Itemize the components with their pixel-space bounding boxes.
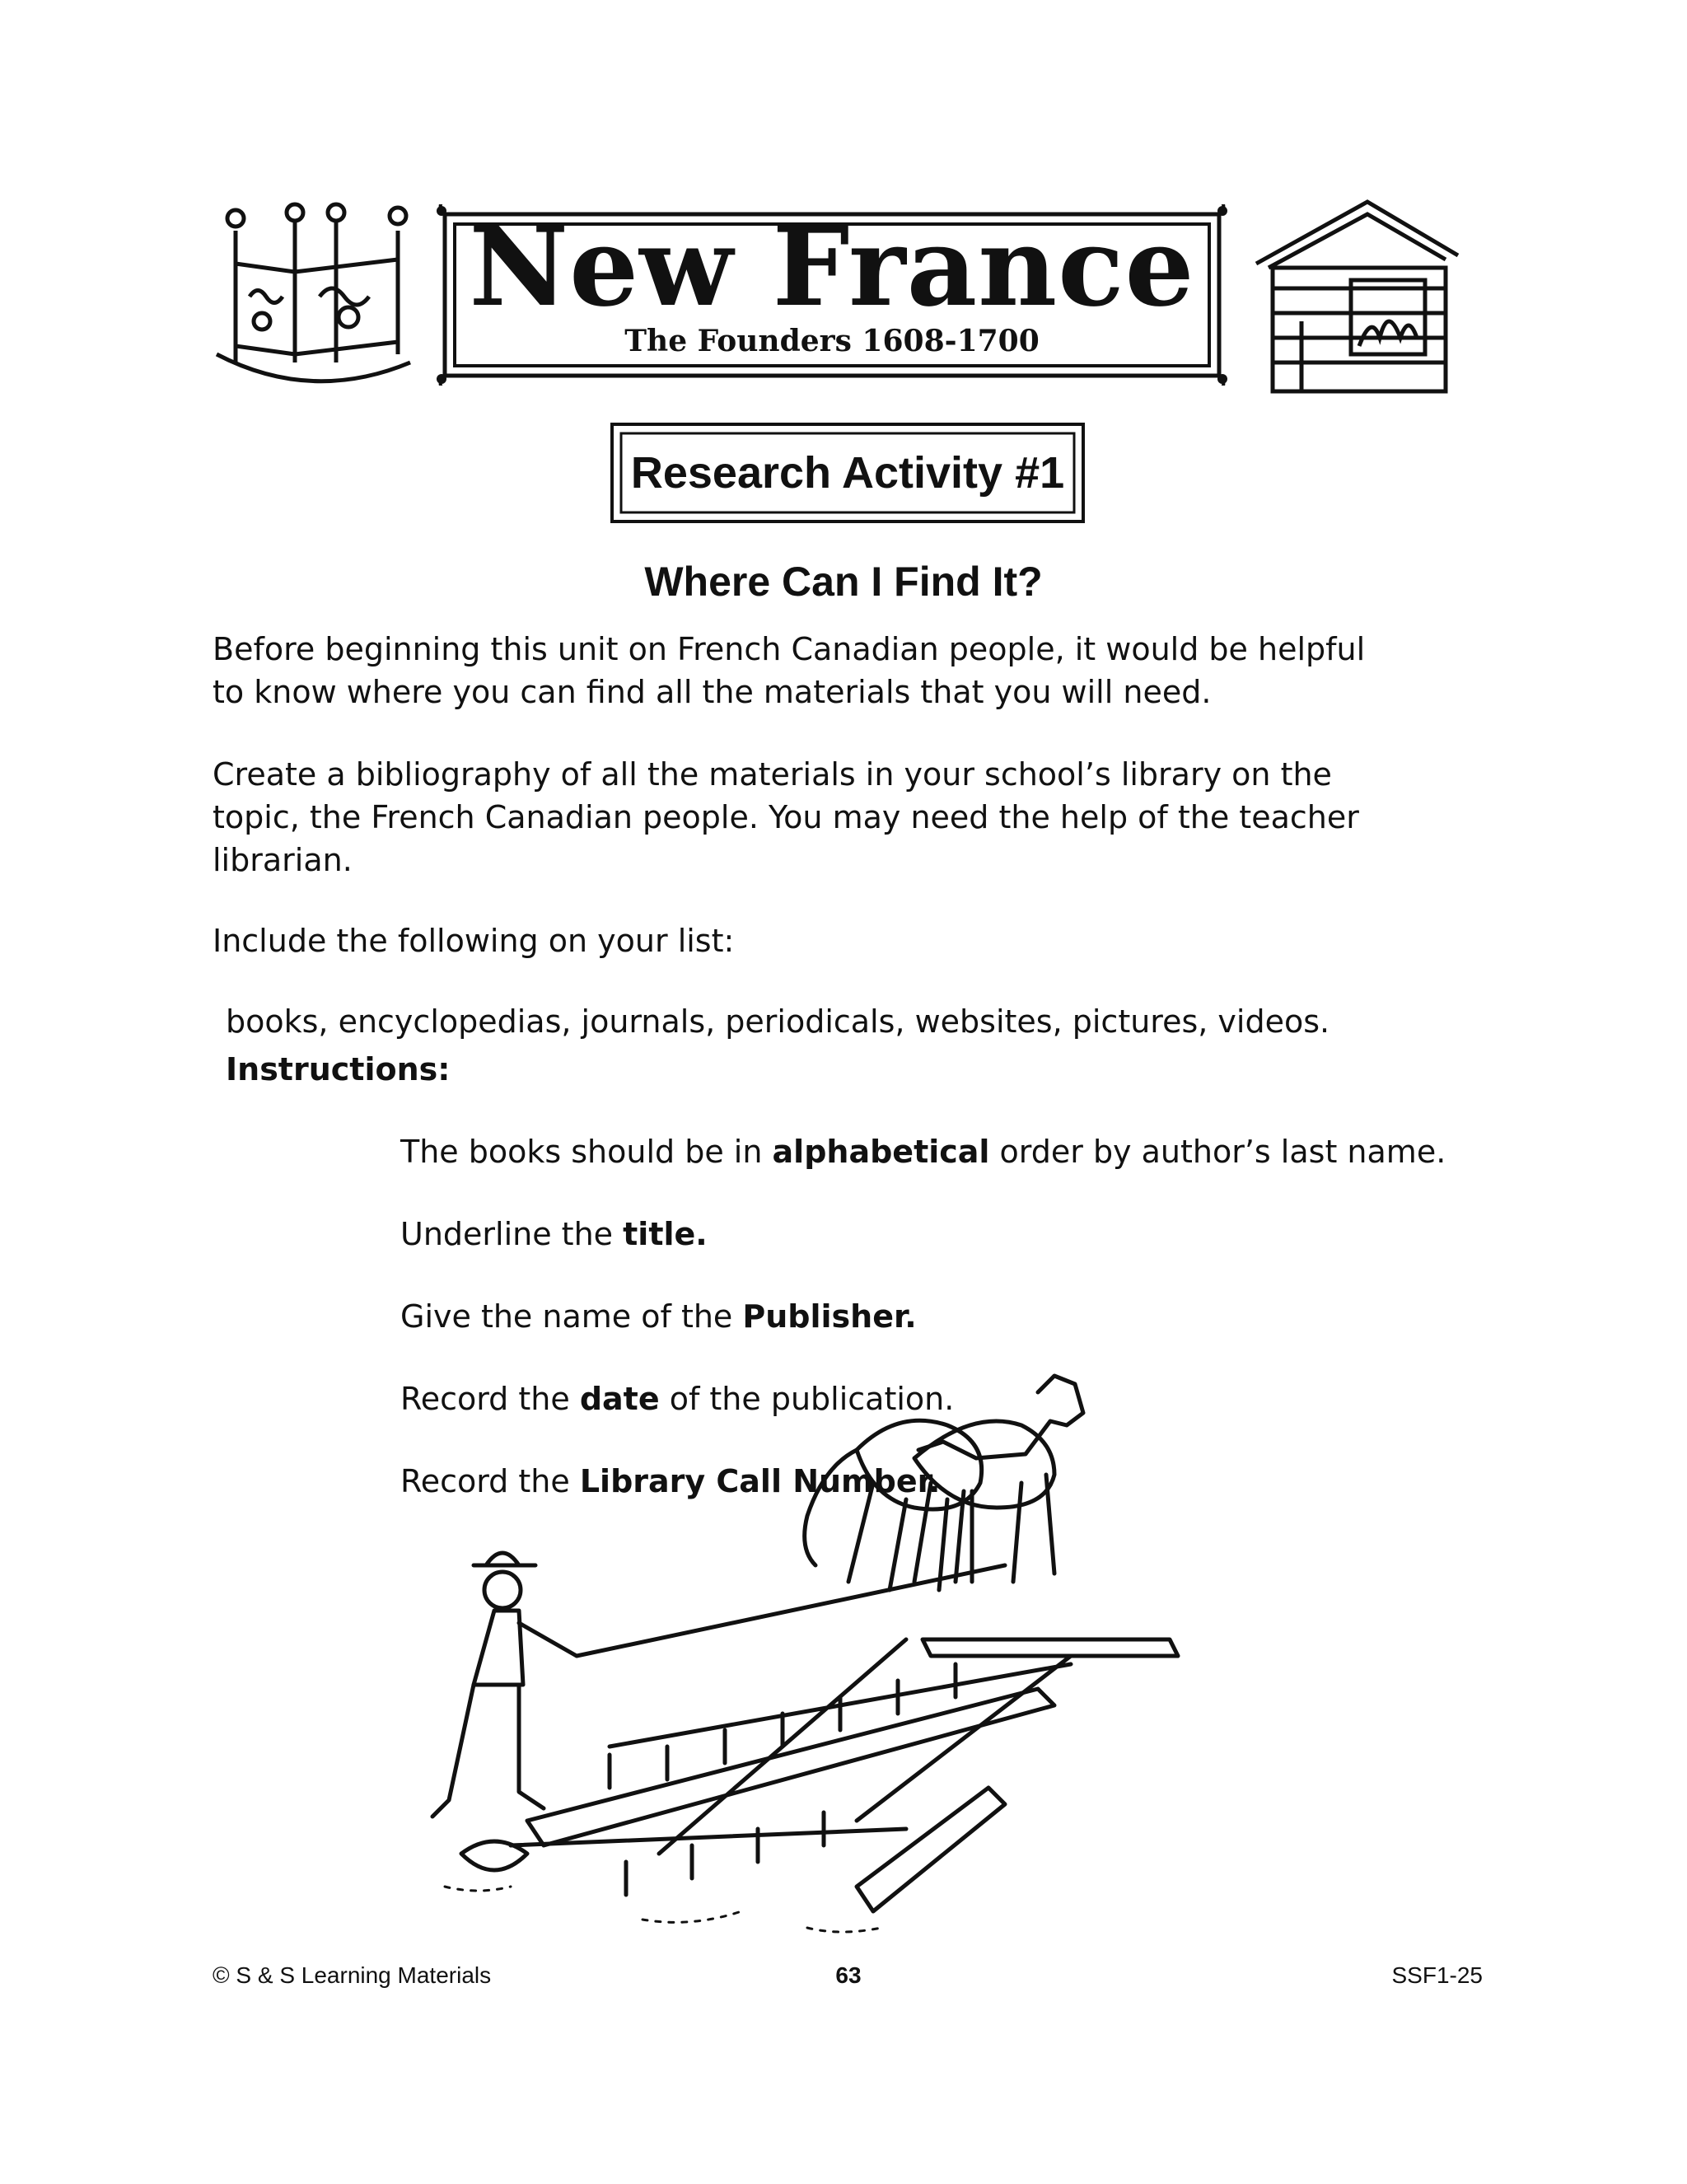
intro-line: Before beginning this unit on French Canadian people, it would be helpful — [213, 631, 1366, 667]
instruction-item — [400, 1213, 1554, 1256]
instruction-text: Record the — [400, 1463, 580, 1499]
instruction-text: Give the name of the — [400, 1298, 743, 1335]
instructions-heading: Instructions: — [226, 1051, 451, 1087]
horse-body — [914, 1421, 1054, 1508]
bibliography-line: Create a bibliography of all the materials in your school’s library on the — [213, 756, 1332, 793]
bake-oven-illustration — [1244, 198, 1466, 395]
page-subtitle: The Founders 1608-1700 — [624, 324, 1040, 358]
instruction-text: order by author’s last name. — [989, 1134, 1446, 1170]
instruction-keyword: date — [579, 1381, 660, 1417]
bibliography-paragraph — [213, 753, 1498, 882]
instruction-keyword: alphabetical — [772, 1134, 990, 1170]
bibliography-line: librarian. — [213, 842, 353, 878]
instruction-item — [400, 1130, 1554, 1173]
bibliography-line: topic, the French Canadian people. You may need the help of the teacher — [213, 799, 1359, 835]
instruction-item — [400, 1295, 1554, 1338]
footer-copyright: © S & S Learning Materials — [213, 1962, 492, 1988]
horse-body — [918, 1376, 1083, 1458]
instruction-keyword: Library Call Number. — [579, 1463, 941, 1499]
intro-paragraph — [213, 628, 1498, 713]
instruction-keyword: title. — [623, 1216, 708, 1252]
cradle-illustration — [213, 198, 418, 395]
page-title: New France — [469, 203, 1195, 331]
research-activity-label: Research Activity #1 — [630, 448, 1065, 498]
instruction-keyword: Publisher. — [742, 1298, 917, 1335]
footer-code: SSF1-25 — [1391, 1962, 1483, 1988]
farmer-plowing-illustration — [395, 1359, 1351, 1953]
include-paragraph: Include the following on your list: — [213, 923, 735, 959]
section-title: Where Can I Find It? — [644, 559, 1043, 605]
intro-line: to know where you can find all the materials that you will need. — [213, 674, 1212, 710]
instruction-text: Record the — [400, 1381, 580, 1417]
materials-list: books, encyclopedias, journals, periodicals, websites, pictures, videos. — [226, 1003, 1330, 1040]
page-number: 63 — [835, 1962, 862, 1988]
instruction-text: The books should be in — [400, 1134, 773, 1170]
instruction-text: Underline the — [400, 1216, 624, 1252]
instruction-text: of the publication. — [659, 1381, 955, 1417]
